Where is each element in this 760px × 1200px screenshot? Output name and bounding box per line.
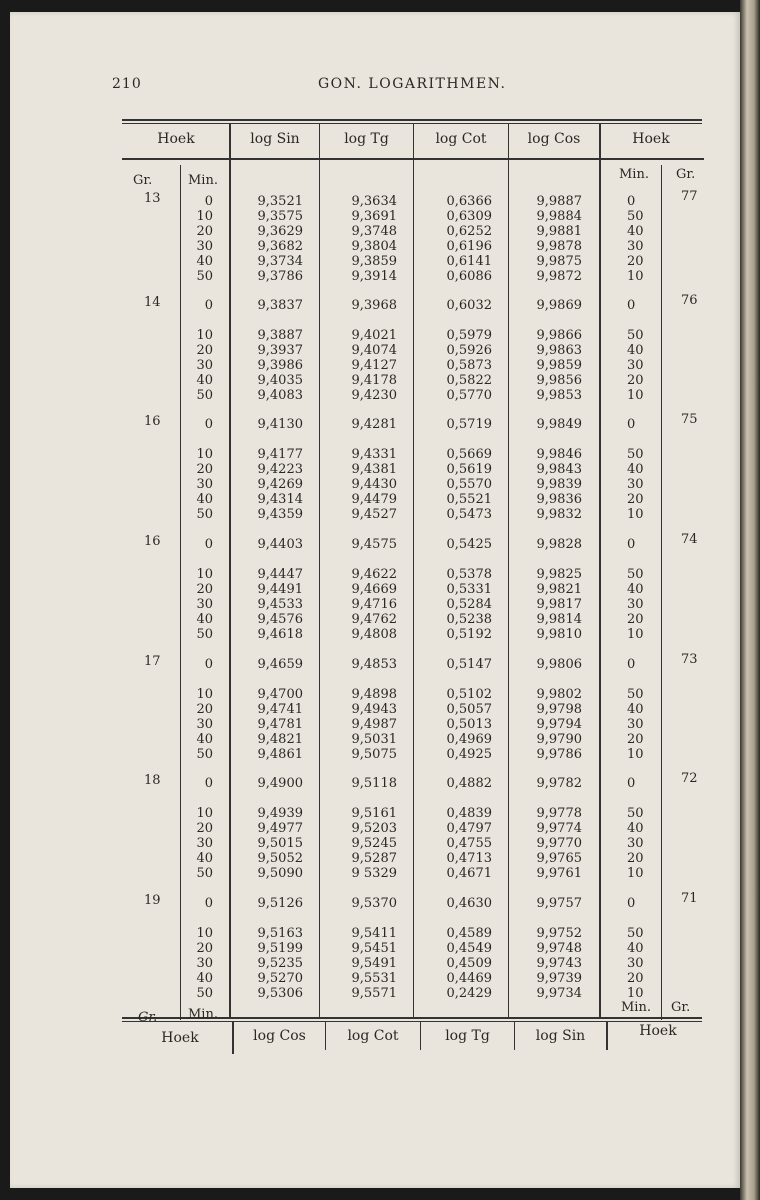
log-cot-cell: 0,6196: [446, 239, 492, 254]
log-cos-cell: 9,9757: [536, 896, 582, 911]
degree-label-right: 75: [681, 412, 698, 427]
log-tg-cell: 9,4021: [351, 328, 397, 343]
log-sin-cell: 9,3986: [257, 358, 303, 373]
log-cos-cell: 9,9782: [536, 776, 582, 791]
book-spine: [740, 0, 760, 1200]
log-cos-cell: 9,9872: [536, 269, 582, 284]
minute-right-cell: 30: [627, 239, 644, 254]
log-cos-cell: 9,9846: [536, 447, 582, 462]
bottom-subheader-gr-right: Gr.: [671, 1000, 691, 1015]
minute-right-cell: 50: [627, 209, 644, 224]
minute-cell: 10: [196, 687, 213, 702]
minute-right-cell: 10: [627, 507, 644, 522]
log-tg-cell: 9,4669: [351, 582, 397, 597]
log-cot-cell: 0,5238: [446, 612, 492, 627]
log-cos-cell: 9,9761: [536, 866, 582, 881]
log-cot-cell: 0,4671: [446, 866, 492, 881]
log-tg-cell: 9,5203: [351, 821, 397, 836]
log-cot-cell: 0,5979: [446, 328, 492, 343]
minute-right-cell: 20: [627, 254, 644, 269]
minute-cell: 30: [196, 597, 213, 612]
log-sin-cell: 9,5235: [257, 956, 303, 971]
log-cot-cell: 0,6309: [446, 209, 492, 224]
minute-cell: 10: [196, 567, 213, 582]
degree-label-right: 73: [681, 652, 698, 667]
log-tg-cell: 9,4527: [351, 507, 397, 522]
minute-cell: 10: [196, 806, 213, 821]
log-cos-cell: 9,9774: [536, 821, 582, 836]
log-cot-cell: 0,5473: [446, 507, 492, 522]
log-tg-cell: 9,5245: [351, 836, 397, 851]
log-sin-cell: 9,3887: [257, 328, 303, 343]
log-cot-cell: 0,4755: [446, 836, 492, 851]
minute-right-cell: 50: [627, 567, 644, 582]
header-log-cos: log Cos: [527, 131, 581, 147]
log-sin-cell: 9,3629: [257, 224, 303, 239]
log-cos-cell: 9,9821: [536, 582, 582, 597]
minute-cell: 50: [196, 866, 213, 881]
log-cot-cell: 0,4589: [446, 926, 492, 941]
bottom-subheader-gr-left: Gr.: [138, 1010, 158, 1025]
minute-right-cell: 0: [627, 776, 636, 791]
degree-label-right: 74: [681, 532, 698, 547]
log-tg-cell: 9,4178: [351, 373, 397, 388]
minute-right-cell: 10: [627, 388, 644, 403]
minute-right-cell: 40: [627, 941, 644, 956]
log-cos-cell: 9,9878: [536, 239, 582, 254]
log-sin-cell: 9,3786: [257, 269, 303, 284]
minute-cell: 40: [196, 254, 213, 269]
subheader-min-left: Min.: [188, 173, 218, 188]
log-sin-cell: 9,5306: [257, 986, 303, 1001]
minute-cell: 40: [196, 732, 213, 747]
minute-right-cell: 40: [627, 821, 644, 836]
log-sin-cell: 9,5126: [257, 896, 303, 911]
log-cot-cell: 0,4882: [446, 776, 492, 791]
minute-right-cell: 20: [627, 732, 644, 747]
log-tg-cell: 9,4762: [351, 612, 397, 627]
log-cos-cell: 9,9810: [536, 627, 582, 642]
minute-right-cell: 10: [627, 747, 644, 762]
bottom-subheader-min-left: Min.: [188, 1007, 218, 1022]
log-sin-cell: 9,3575: [257, 209, 303, 224]
minute-right-cell: 40: [627, 462, 644, 477]
log-tg-cell: 9,3634: [351, 194, 397, 209]
minute-right-cell: 30: [627, 597, 644, 612]
minute-cell: 30: [196, 239, 213, 254]
log-sin-cell: 9,4821: [257, 732, 303, 747]
log-cos-cell: 9,9786: [536, 747, 582, 762]
log-cot-cell: 0,5926: [446, 343, 492, 358]
log-sin-cell: 9,4781: [257, 717, 303, 732]
col-sep-sin: [319, 124, 320, 1019]
log-tg-cell: 9,4127: [351, 358, 397, 373]
minute-cell: 50: [196, 747, 213, 762]
log-sin-cell: 9,4659: [257, 657, 303, 672]
footer-hoek-right: Hoek: [639, 1023, 677, 1039]
log-cos-cell: 9,9869: [536, 298, 582, 313]
log-cos-cell: 9,9794: [536, 717, 582, 732]
log-cot-cell: 0,5331: [446, 582, 492, 597]
minute-cell: 0: [204, 896, 213, 911]
minute-cell: 30: [196, 358, 213, 373]
log-cos-cell: 9,9863: [536, 343, 582, 358]
log-tg-cell: 9,3804: [351, 239, 397, 254]
log-tg-cell: 9,5411: [351, 926, 397, 941]
minute-cell: 10: [196, 926, 213, 941]
minute-cell: 0: [204, 657, 213, 672]
log-sin-cell: 9,3682: [257, 239, 303, 254]
log-tg-cell: 9,5491: [351, 956, 397, 971]
log-cos-cell: 9,9881: [536, 224, 582, 239]
footer-log-sin: log Sin: [535, 1028, 586, 1044]
log-tg-cell: 9,5287: [351, 851, 397, 866]
log-cos-cell: 9,9825: [536, 567, 582, 582]
log-tg-cell: 9,4898: [351, 687, 397, 702]
minute-right-cell: 0: [627, 537, 636, 552]
log-tg-cell: 9,5031: [351, 732, 397, 747]
log-sin-cell: 9,4403: [257, 537, 303, 552]
log-cot-cell: 0,5669: [446, 447, 492, 462]
minute-cell: 40: [196, 971, 213, 986]
minute-cell: 20: [196, 702, 213, 717]
minute-right-cell: 40: [627, 343, 644, 358]
log-tg-cell: 9,5370: [351, 896, 397, 911]
degree-label: 16: [144, 414, 161, 429]
log-sin-cell: 9,4491: [257, 582, 303, 597]
log-tg-cell: 9,4575: [351, 537, 397, 552]
log-sin-cell: 9,4314: [257, 492, 303, 507]
log-sin-cell: 9,4977: [257, 821, 303, 836]
footer-log-cos: log Cos: [253, 1028, 306, 1044]
log-cot-cell: 0,6366: [446, 194, 492, 209]
minute-right-cell: 30: [627, 717, 644, 732]
subheader-gr-left: Gr.: [133, 173, 153, 188]
minute-right-cell: 30: [627, 836, 644, 851]
log-sin-cell: 9,4618: [257, 627, 303, 642]
minute-cell: 0: [204, 298, 213, 313]
log-sin-cell: 9,4533: [257, 597, 303, 612]
footer-hoek-left: Hoek: [161, 1030, 199, 1046]
log-sin-cell: 9,3734: [257, 254, 303, 269]
log-cot-cell: 0,5192: [446, 627, 492, 642]
subheader-min-right: Min.: [619, 167, 649, 182]
header-hoek-right: Hoek: [632, 131, 670, 147]
col-sep-gr-right: [661, 165, 662, 1020]
minute-right-cell: 50: [627, 926, 644, 941]
minute-cell: 0: [204, 776, 213, 791]
minute-right-cell: 50: [627, 328, 644, 343]
degree-label: 19: [144, 893, 161, 908]
log-cos-cell: 9,9778: [536, 806, 582, 821]
minute-cell: 50: [196, 627, 213, 642]
minute-right-cell: 50: [627, 806, 644, 821]
minute-right-cell: 30: [627, 477, 644, 492]
log-cot-cell: 0,5147: [446, 657, 492, 672]
log-tg-cell: 9,4622: [351, 567, 397, 582]
minute-cell: 30: [196, 477, 213, 492]
log-cos-cell: 9,9839: [536, 477, 582, 492]
log-cot-cell: 0,5719: [446, 417, 492, 432]
log-cot-cell: 0,4549: [446, 941, 492, 956]
degree-label-right: 76: [681, 293, 698, 308]
log-sin-cell: 9,5015: [257, 836, 303, 851]
minute-right-cell: 10: [627, 627, 644, 642]
log-cot-cell: 0,6141: [446, 254, 492, 269]
minute-right-cell: 30: [627, 956, 644, 971]
log-tg-cell: 9,3968: [351, 298, 397, 313]
minute-cell: 20: [196, 582, 213, 597]
log-cos-cell: 9,9748: [536, 941, 582, 956]
log-tg-cell: 9,4853: [351, 657, 397, 672]
degree-label-right: 72: [681, 771, 698, 786]
minute-right-cell: 20: [627, 373, 644, 388]
log-sin-cell: 9,5163: [257, 926, 303, 941]
log-cos-cell: 9,9866: [536, 328, 582, 343]
degree-label-right: 71: [681, 891, 698, 906]
log-sin-cell: 9,4939: [257, 806, 303, 821]
log-cot-cell: 0,6032: [446, 298, 492, 313]
minute-right-cell: 0: [627, 896, 636, 911]
log-cot-cell: 0,4630: [446, 896, 492, 911]
log-cot-cell: 0,2429: [446, 986, 492, 1001]
log-sin-cell: 9,4177: [257, 447, 303, 462]
log-tg-cell: 9,4074: [351, 343, 397, 358]
log-cot-cell: 0,5873: [446, 358, 492, 373]
log-cos-cell: 9,9743: [536, 956, 582, 971]
log-sin-cell: 9,5090: [257, 866, 303, 881]
log-sin-cell: 9,4223: [257, 462, 303, 477]
log-cot-cell: 0,4713: [446, 851, 492, 866]
log-tg-cell: 9,4381: [351, 462, 397, 477]
minute-cell: 10: [196, 447, 213, 462]
minute-right-cell: 0: [627, 194, 636, 209]
log-cot-cell: 0,6086: [446, 269, 492, 284]
footer-log-tg: log Tg: [445, 1028, 490, 1044]
log-cos-cell: 9,9802: [536, 687, 582, 702]
log-tg-cell: 9,4230: [351, 388, 397, 403]
log-cot-cell: 0,5822: [446, 373, 492, 388]
log-cos-cell: 9,9814: [536, 612, 582, 627]
log-cos-cell: 9,9859: [536, 358, 582, 373]
minute-cell: 20: [196, 224, 213, 239]
log-sin-cell: 9,4447: [257, 567, 303, 582]
minute-cell: 50: [196, 986, 213, 1001]
page-number: 210: [112, 76, 142, 92]
log-cos-cell: 9,9832: [536, 507, 582, 522]
minute-right-cell: 40: [627, 224, 644, 239]
log-cos-cell: 9,9849: [536, 417, 582, 432]
degree-label: 13: [144, 191, 161, 206]
degree-label-right: 77: [681, 189, 698, 204]
log-cos-cell: 9,9884: [536, 209, 582, 224]
log-tg-cell: 9,4430: [351, 477, 397, 492]
log-sin-cell: 9,4576: [257, 612, 303, 627]
minute-cell: 40: [196, 851, 213, 866]
minute-right-cell: 20: [627, 612, 644, 627]
log-tg-cell: 9 5329: [351, 866, 397, 881]
log-tg-cell: 9,4943: [351, 702, 397, 717]
log-sin-cell: 9,3937: [257, 343, 303, 358]
bottom-subheader-min-right: Min.: [621, 1000, 651, 1015]
log-cos-cell: 9,9817: [536, 597, 582, 612]
log-tg-cell: 9,5571: [351, 986, 397, 1001]
col-sep-hoek-left: [229, 124, 231, 1019]
log-tg-cell: 9,5118: [351, 776, 397, 791]
log-tg-cell: 9,4479: [351, 492, 397, 507]
minute-right-cell: 20: [627, 851, 644, 866]
log-tg-cell: 9,5451: [351, 941, 397, 956]
log-cot-cell: 0,6252: [446, 224, 492, 239]
log-cot-cell: 0,4797: [446, 821, 492, 836]
minute-cell: 50: [196, 269, 213, 284]
log-cos-cell: 9,9828: [536, 537, 582, 552]
log-sin-cell: 9,4861: [257, 747, 303, 762]
log-cot-cell: 0,5770: [446, 388, 492, 403]
log-tg-cell: 9,4987: [351, 717, 397, 732]
minute-right-cell: 20: [627, 492, 644, 507]
log-cot-cell: 0,5284: [446, 597, 492, 612]
log-cos-cell: 9,9806: [536, 657, 582, 672]
minute-right-cell: 20: [627, 971, 644, 986]
header-log-tg: log Tg: [344, 131, 389, 147]
log-cos-cell: 9,9856: [536, 373, 582, 388]
minute-cell: 0: [204, 194, 213, 209]
log-sin-cell: 9,4359: [257, 507, 303, 522]
minute-right-cell: 50: [627, 687, 644, 702]
minute-cell: 10: [196, 328, 213, 343]
log-cot-cell: 0,4839: [446, 806, 492, 821]
subheader-gr-right: Gr.: [676, 167, 696, 182]
log-cot-cell: 0,5057: [446, 702, 492, 717]
degree-label: 16: [144, 534, 161, 549]
log-tg-cell: 9,3914: [351, 269, 397, 284]
header-log-sin: log Sin: [250, 131, 300, 147]
log-cot-cell: 0,4969: [446, 732, 492, 747]
log-cos-cell: 9,9853: [536, 388, 582, 403]
minute-right-cell: 30: [627, 358, 644, 373]
minute-cell: 40: [196, 492, 213, 507]
log-sin-cell: 9,5270: [257, 971, 303, 986]
log-cot-cell: 0,5102: [446, 687, 492, 702]
log-cot-cell: 0,5570: [446, 477, 492, 492]
minute-cell: 0: [204, 417, 213, 432]
log-sin-cell: 9,4900: [257, 776, 303, 791]
col-sep-cot: [508, 124, 509, 1019]
log-cot-cell: 0,4469: [446, 971, 492, 986]
minute-right-cell: 0: [627, 298, 636, 313]
log-tg-cell: 9,3859: [351, 254, 397, 269]
log-cos-cell: 9,9875: [536, 254, 582, 269]
minute-right-cell: 0: [627, 657, 636, 672]
log-sin-cell: 9,4700: [257, 687, 303, 702]
log-cos-cell: 9,9734: [536, 986, 582, 1001]
minute-cell: 20: [196, 821, 213, 836]
log-cot-cell: 0,5619: [446, 462, 492, 477]
log-cos-cell: 9,9765: [536, 851, 582, 866]
col-sep-hoek-right: [599, 124, 601, 1019]
log-cos-cell: 9,9752: [536, 926, 582, 941]
log-cos-cell: 9,9790: [536, 732, 582, 747]
log-cos-cell: 9,9843: [536, 462, 582, 477]
log-cot-cell: 0,5425: [446, 537, 492, 552]
log-tg-cell: 9,4716: [351, 597, 397, 612]
running-title: GON. LOGARITHMEN.: [318, 76, 507, 92]
minute-right-cell: 40: [627, 702, 644, 717]
minute-cell: 20: [196, 343, 213, 358]
degree-label: 17: [144, 654, 161, 669]
log-sin-cell: 9,4741: [257, 702, 303, 717]
log-cot-cell: 0,5013: [446, 717, 492, 732]
log-sin-cell: 9,3837: [257, 298, 303, 313]
log-tg-cell: 9,4281: [351, 417, 397, 432]
log-cos-cell: 9,9887: [536, 194, 582, 209]
log-sin-cell: 9,5052: [257, 851, 303, 866]
log-tg-cell: 9,5161: [351, 806, 397, 821]
log-sin-cell: 9,4083: [257, 388, 303, 403]
minute-cell: 0: [204, 537, 213, 552]
minute-cell: 30: [196, 717, 213, 732]
minute-cell: 50: [196, 388, 213, 403]
minute-right-cell: 50: [627, 447, 644, 462]
log-cot-cell: 0,4925: [446, 747, 492, 762]
minute-cell: 20: [196, 941, 213, 956]
log-sin-cell: 9,4269: [257, 477, 303, 492]
minute-right-cell: 40: [627, 582, 644, 597]
degree-label: 14: [144, 295, 161, 310]
log-tg-cell: 9,4331: [351, 447, 397, 462]
header-hoek-left: Hoek: [157, 131, 195, 147]
minute-cell: 30: [196, 956, 213, 971]
top-rule-thick: [122, 119, 702, 121]
minute-right-cell: 0: [627, 417, 636, 432]
log-cot-cell: 0,5378: [446, 567, 492, 582]
log-sin-cell: 9,3521: [257, 194, 303, 209]
minute-cell: 30: [196, 836, 213, 851]
log-tg-cell: 9,5531: [351, 971, 397, 986]
log-cot-cell: 0,5521: [446, 492, 492, 507]
log-sin-cell: 9,4130: [257, 417, 303, 432]
log-cos-cell: 9,9770: [536, 836, 582, 851]
col-sep-tg: [413, 124, 414, 1019]
minute-cell: 10: [196, 209, 213, 224]
degree-label: 18: [144, 773, 161, 788]
log-tg-cell: 9,5075: [351, 747, 397, 762]
minute-cell: 50: [196, 507, 213, 522]
log-cos-cell: 9,9798: [536, 702, 582, 717]
header-log-cot: log Cot: [435, 131, 487, 147]
footer-log-cot: log Cot: [347, 1028, 399, 1044]
log-tg-cell: 9,3748: [351, 224, 397, 239]
log-cos-cell: 9,9739: [536, 971, 582, 986]
minute-right-cell: 10: [627, 986, 644, 1001]
minute-cell: 40: [196, 373, 213, 388]
minute-cell: 20: [196, 462, 213, 477]
minute-right-cell: 10: [627, 269, 644, 284]
log-sin-cell: 9,4035: [257, 373, 303, 388]
log-sin-cell: 9,5199: [257, 941, 303, 956]
log-cot-cell: 0,4509: [446, 956, 492, 971]
log-tg-cell: 9,3691: [351, 209, 397, 224]
minute-cell: 40: [196, 612, 213, 627]
top-rule-thin: [122, 123, 702, 124]
log-cos-cell: 9,9836: [536, 492, 582, 507]
minute-right-cell: 10: [627, 866, 644, 881]
log-tg-cell: 9,4808: [351, 627, 397, 642]
